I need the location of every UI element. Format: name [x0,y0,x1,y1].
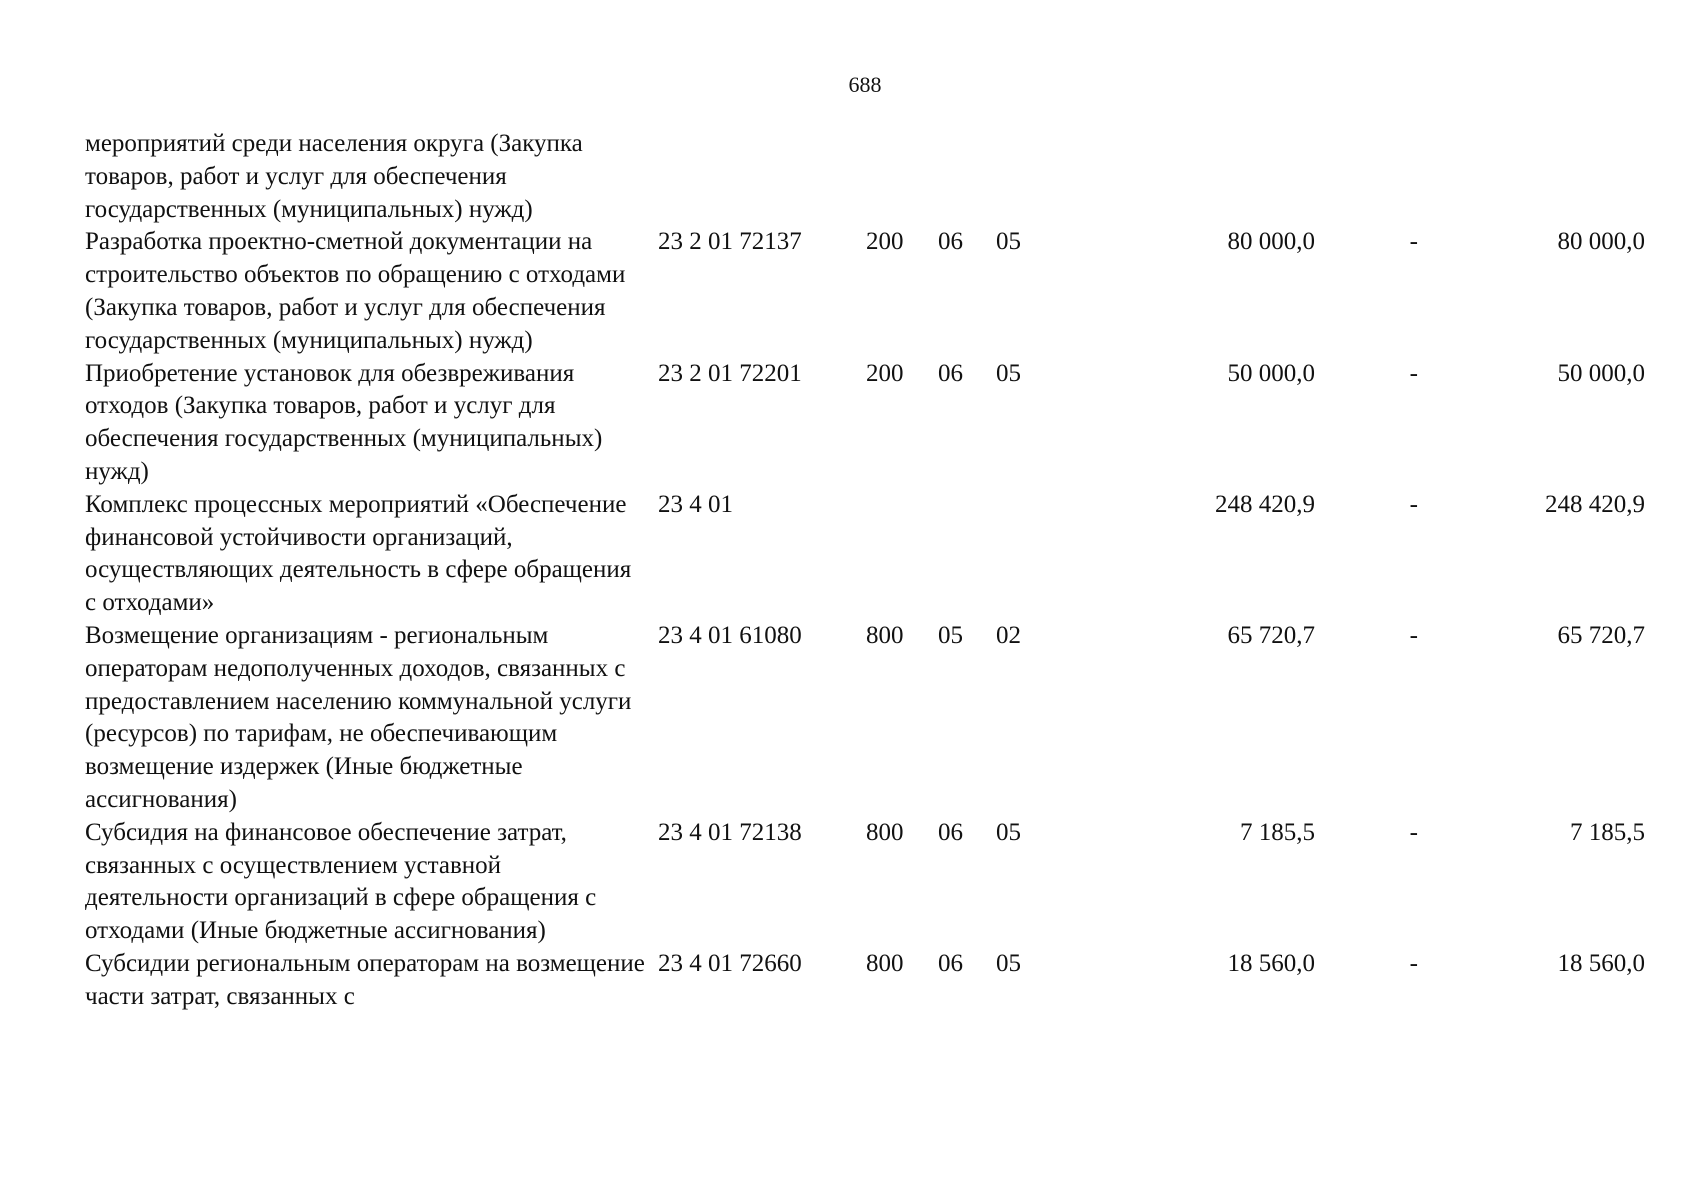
table-row [85,948,1645,1014]
page-number: 688 [848,72,882,97]
row-sum: 248 420,9 [1215,490,1315,518]
budget-table [85,128,1645,1014]
row-change: - [1409,228,1418,256]
table-row [85,226,1645,357]
row-target-code: 23 4 01 61080 [658,621,802,649]
row-expense-type: 200 [866,228,904,256]
row-sum: 50 000,0 [1227,359,1315,387]
row-change: - [1409,818,1418,846]
row-name: мероприятий среди населения округа (Закупка товаров, работ и услуг для обеспечения государственных (муниципальных) нужд) [85,130,583,223]
row-expense-type: 200 [866,359,904,387]
row-name: Субсидия на финансовое обеспечение затрат, связанных с осуществлением уставной деятельности организаций в сфере обращения с отходами (Иные бюджетные ассигнования) [85,818,597,945]
row-sum: 80 000,0 [1227,228,1315,256]
row-name: Субсидии региональным операторам на возмещение части затрат, связанных с [85,949,645,1010]
row-target-code: 23 2 01 72137 [658,228,802,256]
row-subsection: 05 [996,228,1021,256]
row-target-code: 23 4 01 [658,490,733,518]
row-section: 06 [938,228,963,256]
row-name: Разработка проектно-сметной документации на строительство объектов по обращению с отходами (Закупка товаров, работ и услуг для обеспечения государственных (муниципальных) нужд) [85,228,626,354]
row-subsection: 05 [996,818,1021,846]
row-change: - [1409,490,1418,518]
table-row [85,358,1645,489]
row-section: 05 [938,621,963,649]
table-row [85,489,1645,620]
row-target-code: 23 4 01 72138 [658,818,802,846]
row-total: 80 000,0 [1557,228,1645,256]
row-total: 7 185,5 [1570,818,1645,846]
row-change: - [1409,949,1418,977]
row-name: Комплекс процессных мероприятий «Обеспечение финансовой устойчивости организаций, осуществляющих деятельность в сфере обращения с отходами» [85,490,632,617]
row-total: 65 720,7 [1557,621,1645,649]
row-target-code: 23 2 01 72201 [658,359,802,387]
row-total: 18 560,0 [1557,949,1645,977]
row-total: 50 000,0 [1557,359,1645,387]
row-section: 06 [938,949,963,977]
row-subsection: 05 [996,949,1021,977]
row-name: Приобретение установок для обезвреживания отходов (Закупка товаров, работ и услуг для обеспечения государственных (муниципальных) нужд) [85,359,603,485]
row-change: - [1409,359,1418,387]
row-expense-type: 800 [866,818,904,846]
row-subsection: 05 [996,359,1021,387]
row-change: - [1409,621,1418,649]
row-sum: 65 720,7 [1227,621,1315,649]
table-row [85,620,1645,817]
row-target-code: 23 4 01 72660 [658,949,802,977]
row-total: 248 420,9 [1545,490,1645,518]
table-row [85,817,1645,948]
row-section: 06 [938,359,963,387]
row-expense-type: 800 [866,621,904,649]
row-section: 06 [938,818,963,846]
row-sum: 18 560,0 [1227,949,1315,977]
row-sum: 7 185,5 [1240,818,1315,846]
row-expense-type: 800 [866,949,904,977]
row-subsection: 02 [996,621,1021,649]
table-row [85,128,1645,226]
row-name: Возмещение организациям - региональным операторам недополученных доходов, связанных с предоставлением населению коммунальной услуги (ресурсов) по тарифам, не обеспечивающим возмещение издержек (Иные бюджетные ассигнования) [85,621,632,813]
